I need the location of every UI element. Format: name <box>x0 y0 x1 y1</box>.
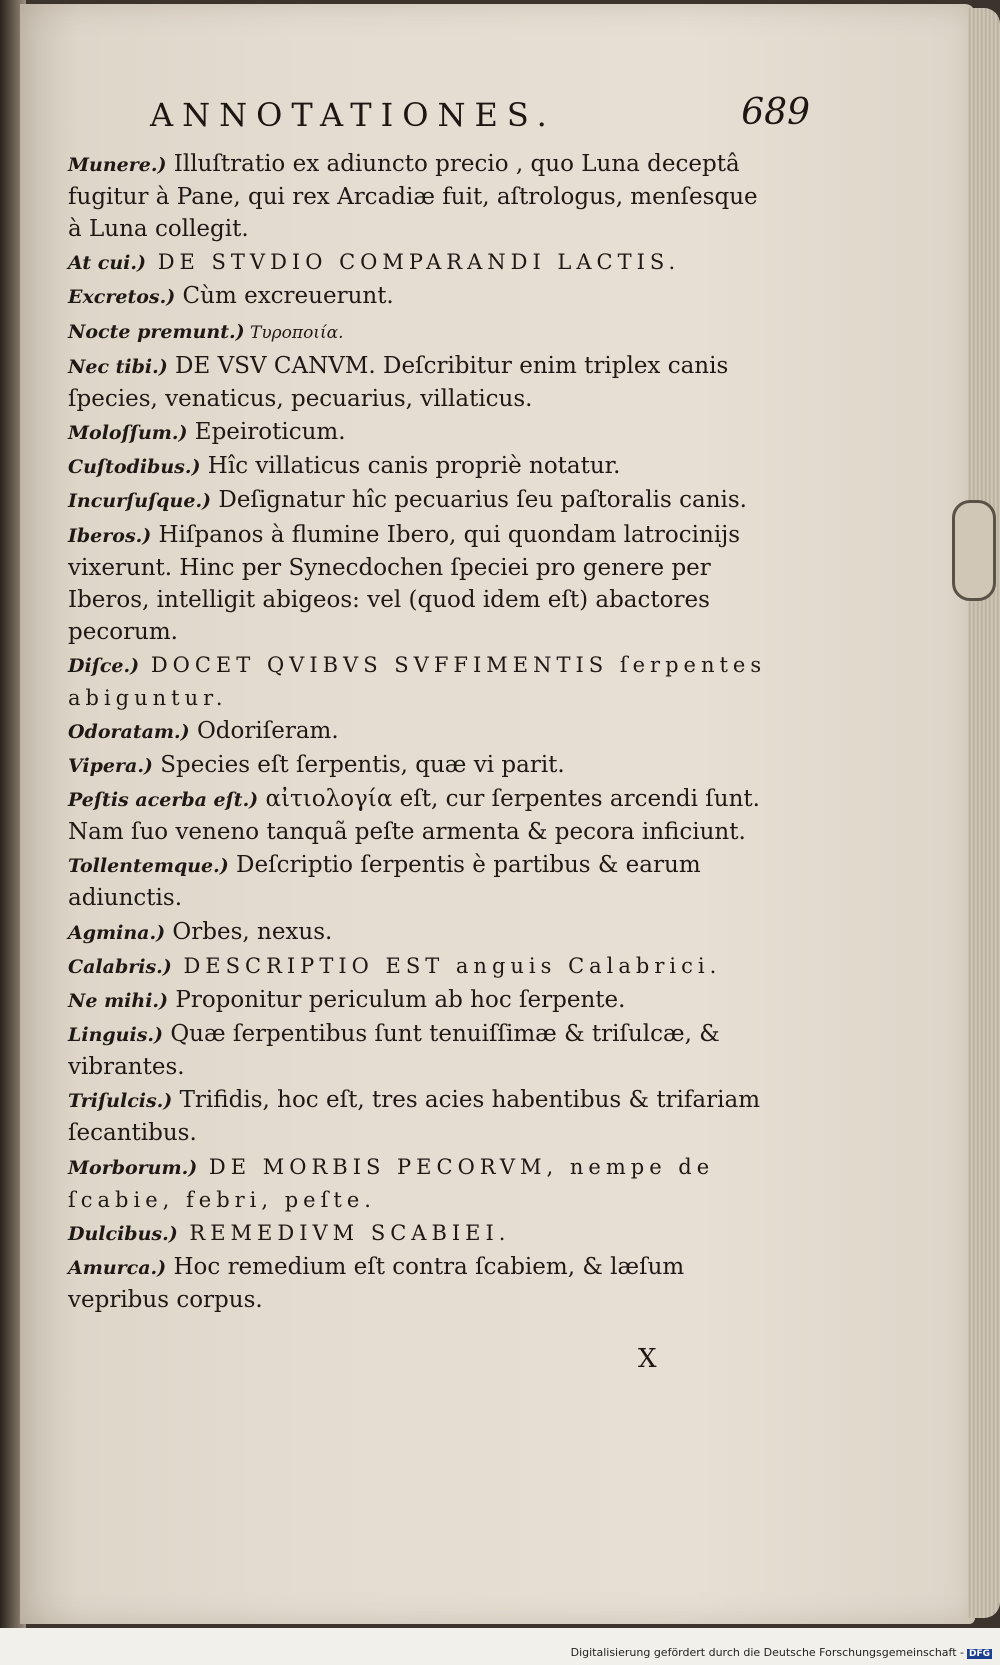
annotation-entry <box>38 783 778 848</box>
lemma: Morborum.) <box>68 1156 198 1179</box>
annotation-entry <box>38 280 778 313</box>
annotation-entry <box>38 1217 778 1250</box>
entry-text: Illuſtratio ex adiuncto precio , quo Luna deceptâ fugitur à Pane, qui rex Arcadiæ fuit, aſtrologus, menſesque à Luna collegit. <box>68 151 758 242</box>
lemma: Incurſuſque.) <box>68 490 212 513</box>
annotation-entry <box>38 315 778 349</box>
lemma: Nocte premunt.) <box>68 320 245 343</box>
annotation-entry <box>38 450 778 483</box>
annotation-entry <box>38 1151 778 1216</box>
entry-text: Species eſt ſerpentis, quæ vi parit. <box>152 752 565 779</box>
entry-text: DE STVDIO COMPARANDI LACTIS. <box>146 250 681 275</box>
annotation-entry <box>38 1084 778 1149</box>
annotation-entry <box>38 350 778 415</box>
lemma: Amurca.) <box>68 1256 167 1279</box>
lemma: Agmina.) <box>68 921 166 944</box>
lemma: Munere.) <box>68 154 167 176</box>
annotation-entry <box>38 950 778 983</box>
entry-text: Proponitur periculum ab hoc ſerpente. <box>168 987 626 1013</box>
annotation-entry <box>38 984 778 1017</box>
lemma: Odoratam.) <box>68 720 190 743</box>
entry-text: Orbes, nexus. <box>165 918 333 945</box>
lemma: Iberos.) <box>68 524 152 547</box>
lemma: Vipera.) <box>68 755 153 778</box>
annotation-entry <box>38 749 778 782</box>
annotation-entry <box>38 246 778 279</box>
entry-text: DESCRIPTIO EST anguis Calabrici. <box>171 953 722 978</box>
entry-text: Hiſpanos à flumine Ibero, qui quondam latrocinijs vixerunt. Hinc per Synecdochen ſpeciei pro genere per Iberos, intelligit abigeos: vel (quod idem eſt) abactores pecorum. <box>68 521 741 645</box>
entry-text: Cùm excreuerunt. <box>175 283 394 310</box>
lemma: Linguis.) <box>68 1024 164 1047</box>
lemma: Triſulcis.) <box>68 1090 173 1113</box>
annotation-entry <box>38 715 778 748</box>
page-number: 689 <box>741 92 810 133</box>
entry-text: DOCET QVIBVS SVFFIMENTIS ſerpentes abiguntur. <box>68 652 767 710</box>
entry-text: Deſignatur hîc pecuarius ſeu paſtoralis canis. <box>211 487 747 514</box>
annotation-entry <box>38 416 778 449</box>
lemma: Ne mihi.) <box>68 990 169 1012</box>
entry-text: Hoc remedium eſt contra ſcabiem, & læſum vepribus corpus. <box>68 1253 685 1313</box>
entry-text: Deſcriptio ſerpentis è partibus & earum adiunctis. <box>68 852 701 912</box>
entry-text: αἰτιολογία eſt, cur ſerpentes arcendi ſunt. Nam ſuo veneno tanquã peſte armenta & pecora inficiunt. <box>68 786 760 846</box>
entry-text: REMEDIVM SCABIEI. <box>177 1220 511 1245</box>
annotation-entry <box>38 148 778 245</box>
annotation-text <box>38 148 778 1317</box>
annotation-entry <box>38 916 778 949</box>
entry-text: Epeiroticum. <box>187 418 346 445</box>
annotation-entry <box>38 1018 778 1083</box>
bookmark-ribbon <box>952 500 996 601</box>
running-head: ANNOTATIONES. <box>150 96 556 134</box>
lemma: Dulcibus.) <box>68 1222 178 1245</box>
entry-text: Τυροποιία. <box>244 322 344 343</box>
page-fore-edge <box>968 8 1000 1618</box>
entry-text: Trifidis, hoc eſt, tres acies habentibus & trifariam ſecantibus. <box>68 1087 761 1147</box>
entry-text: Quæ ſerpentibus ſunt tenuiſſimæ & triſulcæ, & vibrantes. <box>68 1021 720 1081</box>
lemma: Peſtis acerba eſt.) <box>68 789 259 812</box>
lemma: Excretos.) <box>68 286 176 309</box>
entry-text: Odoriſeram. <box>189 717 339 744</box>
lemma: Tollentemque.) <box>68 855 229 878</box>
entry-text: DE VSV CANVM. Deſcribitur enim triplex canis ſpecies, venaticus, pecuarius, villaticus. <box>68 352 729 412</box>
annotation-entry <box>38 649 778 714</box>
page-header <box>150 92 810 142</box>
lemma: Nec tibi.) <box>68 355 168 378</box>
lemma: Cuſtodibus.) <box>68 456 201 479</box>
lemma: At cui.) <box>68 252 147 275</box>
entry-text: DE MORBIS PECORVM, nempe de ſcabie, febri, peſte. <box>68 1154 715 1212</box>
catchword: X <box>638 1344 657 1374</box>
lemma: Moloſſum.) <box>68 421 188 444</box>
annotation-entry <box>38 519 778 648</box>
lemma: Diſce.) <box>68 654 140 677</box>
footer-credit <box>571 1646 992 1659</box>
entry-text: Hîc villaticus canis propriè notatur. <box>200 453 621 480</box>
dfg-logo: DFG <box>968 1649 990 1659</box>
annotation-entry <box>38 1251 778 1316</box>
lemma: Calabris.) <box>68 955 172 978</box>
credit-text: Digitalisierung gefördert durch die Deutsche Forschungsgemeinschaft - <box>570 1646 964 1659</box>
annotation-entry <box>38 484 778 517</box>
annotation-entry <box>38 849 778 914</box>
